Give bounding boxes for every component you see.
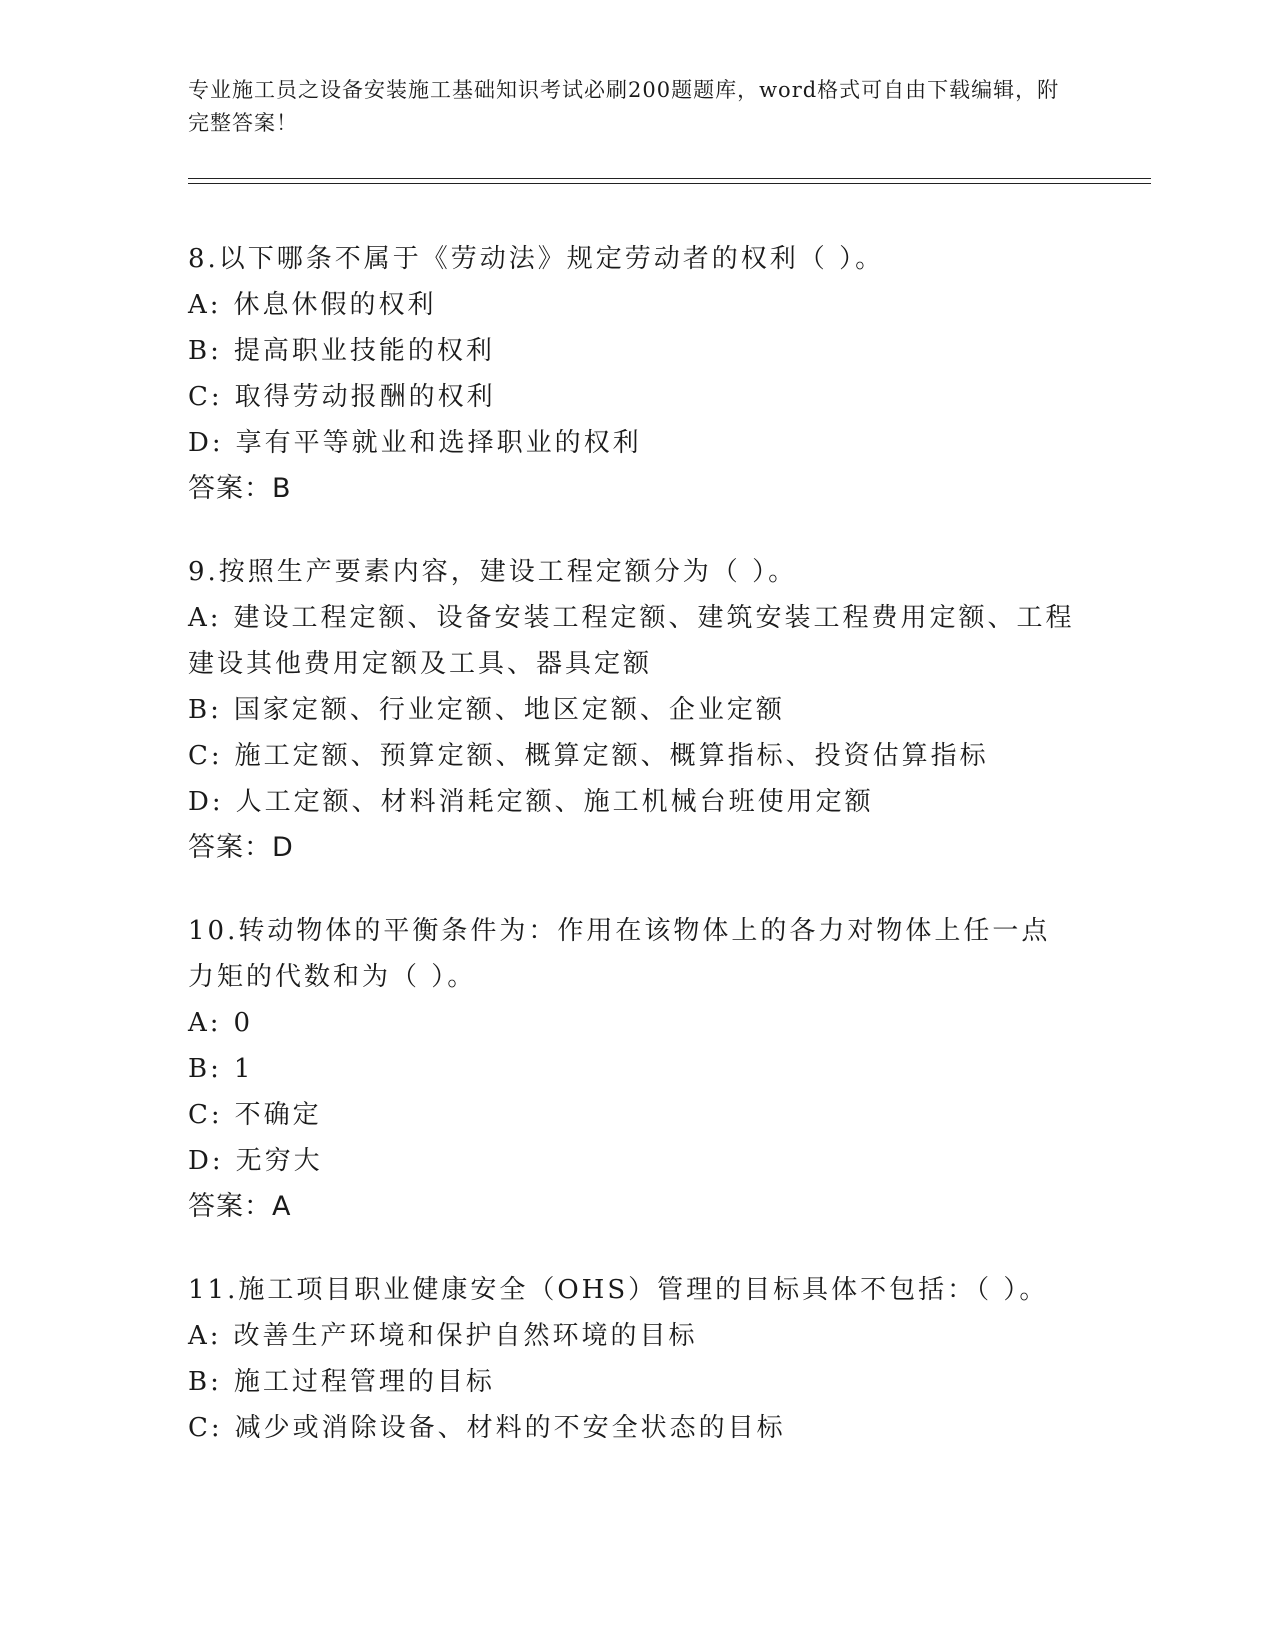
option-b [188, 1359, 1078, 1405]
option-text: 施工定额、预算定额、概算定额、概算指标、投资估算指标 [234, 741, 989, 771]
option-text: 享有平等就业和选择职业的权利 [235, 428, 642, 458]
option-text: 人工定额、材料消耗定额、施工机械台班使用定额 [235, 787, 874, 817]
option-key: C: [188, 1413, 223, 1443]
option-a [188, 282, 1078, 328]
option-key: D: [188, 1146, 224, 1176]
option-key: C: [188, 382, 223, 412]
option-text: 休息休假的权利 [233, 290, 437, 320]
option-key: D: [188, 787, 224, 817]
option-a [188, 1313, 1078, 1359]
option-key: B: [188, 1367, 222, 1397]
option-key: A: [188, 1008, 222, 1038]
answer-line: 答案：B [188, 473, 292, 504]
option-text: 施工过程管理的目标 [233, 1367, 495, 1397]
option-key: A: [188, 603, 222, 633]
option-text: 提高职业技能的权利 [233, 336, 495, 366]
answer-line: 答案：D [188, 832, 294, 863]
option-d [188, 1138, 1078, 1184]
option-key: A: [188, 290, 222, 320]
option-text: 取得劳动报酬的权利 [234, 382, 496, 412]
option-key: A: [188, 1321, 222, 1351]
question-9 [188, 549, 1078, 871]
option-text: 0 [233, 1008, 254, 1038]
question-10 [188, 908, 1078, 1230]
option-key: B: [188, 1054, 222, 1084]
question-stem: 8.以下哪条不属于《劳动法》规定劳动者的权利（ ）。 [188, 244, 885, 274]
document-header: 专业施工员之设备安装施工基础知识考试必刷200题题库，word格式可自由下载编辑，附完整答案！ [188, 78, 1060, 135]
option-key: C: [188, 741, 223, 771]
header-divider [188, 183, 1151, 184]
option-text: 建设工程定额、设备安装工程定额、建筑安装工程费用定额、工程建设其他费用定额及工具、器具定额 [188, 603, 1075, 679]
option-c [188, 374, 1078, 420]
option-a [188, 1000, 1078, 1046]
question-stem: 10.转动物体的平衡条件为：作用在该物体上的各力对物体上任一点力矩的代数和为（ ）。 [188, 916, 1051, 992]
option-text: 无穷大 [235, 1146, 323, 1176]
option-b [188, 687, 1078, 733]
header-divider [188, 178, 1151, 179]
option-a [188, 595, 1078, 687]
option-b [188, 1046, 1078, 1092]
option-text: 国家定额、行业定额、地区定额、企业定额 [233, 695, 785, 725]
option-key: D: [188, 428, 224, 458]
option-c [188, 733, 1078, 779]
question-stem: 11.施工项目职业健康安全（OHS）管理的目标具体不包括：（ ）。 [188, 1275, 1049, 1305]
question-list [188, 236, 1078, 1488]
question-11 [188, 1267, 1078, 1451]
option-b [188, 328, 1078, 374]
option-d [188, 420, 1078, 466]
option-key: C: [188, 1100, 223, 1130]
option-key: B: [188, 336, 222, 366]
answer-line: 答案：A [188, 1191, 292, 1222]
option-text: 1 [233, 1054, 254, 1084]
option-key: B: [188, 695, 222, 725]
option-c [188, 1405, 1078, 1451]
question-8 [188, 236, 1078, 512]
option-c [188, 1092, 1078, 1138]
option-text: 不确定 [234, 1100, 322, 1130]
question-stem: 9.按照生产要素内容，建设工程定额分为（ ）。 [188, 557, 798, 587]
option-d [188, 779, 1078, 825]
option-text: 减少或消除设备、材料的不安全状态的目标 [234, 1413, 786, 1443]
option-text: 改善生产环境和保护自然环境的目标 [233, 1321, 698, 1351]
